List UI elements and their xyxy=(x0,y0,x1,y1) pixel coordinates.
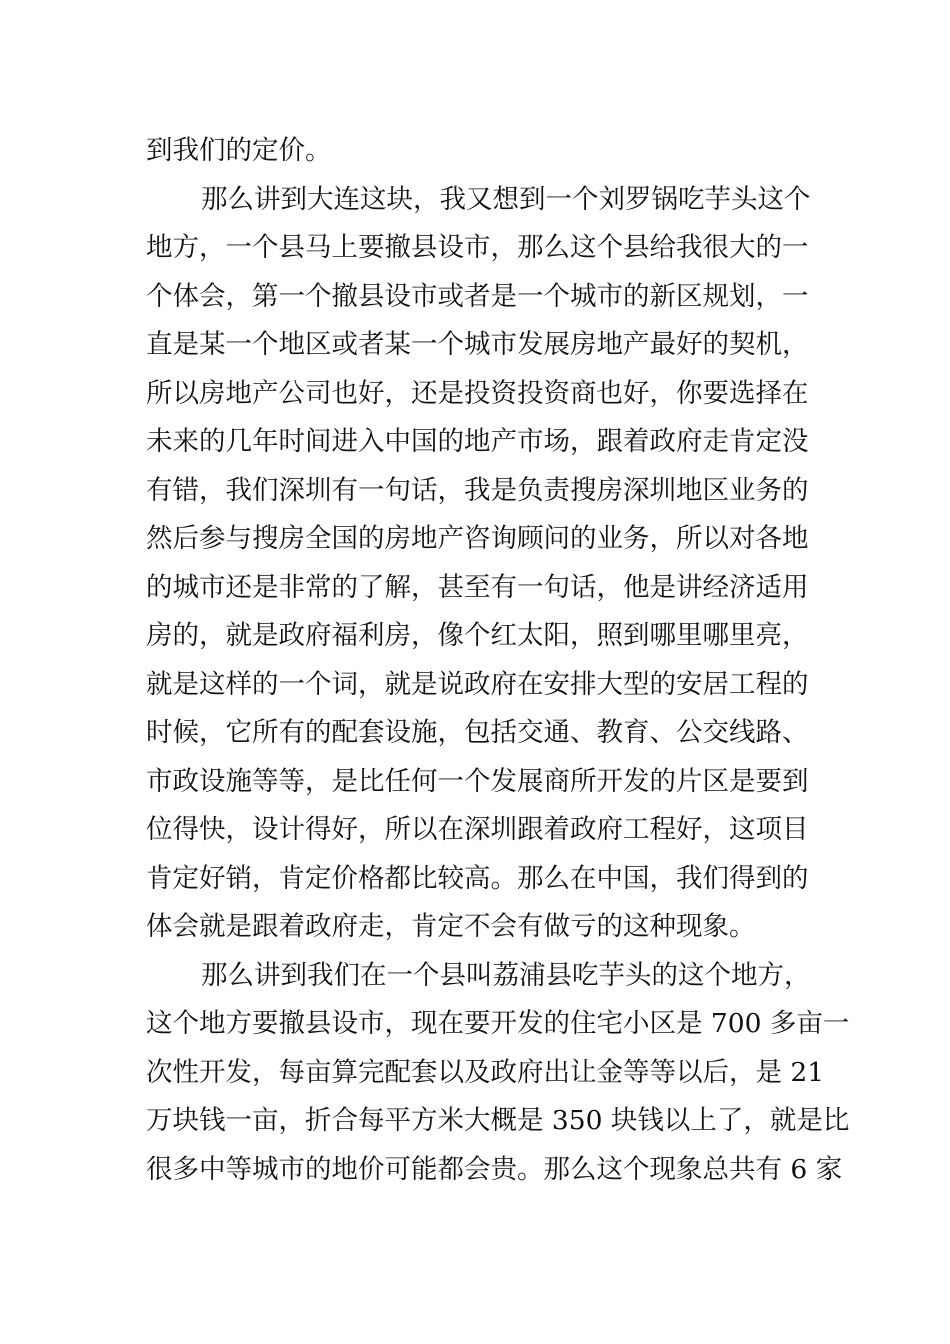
text-line: 就是这样的一个词，就是说政府在安排大型的安居工程的 xyxy=(146,668,809,700)
body-text xyxy=(146,127,850,1194)
text-line: 直是某一个地区或者某一个城市发展房地产最好的契机， xyxy=(146,329,809,360)
text-line: 那么讲到大连这块，我又想到一个刘罗锅吃芋头这个 xyxy=(201,183,811,215)
text-line: 的城市还是非常的了解，甚至有一句话，他是讲经济适用 xyxy=(146,571,809,603)
text-line: 时候，它所有的配套设施，包括交通、教育、公交线路、 xyxy=(146,717,809,748)
text-line: 房的，就是政府福利房，像个红太阳，照到哪里哪里亮， xyxy=(146,620,809,651)
text-line: 个体会，第一个撤县设市或者是一个城市的新区规划，一 xyxy=(146,280,809,312)
text-line: 未来的几年时间进入中国的地产市场，跟着政府走肯定没 xyxy=(146,426,809,457)
text-line: 市政设施等等，是比任何一个发展商所开发的片区是要到 xyxy=(146,765,809,797)
text-line: 到我们的定价。 xyxy=(146,135,332,166)
text-line: 地方，一个县马上要撤县设市，那么这个县给我很大的一 xyxy=(146,232,809,263)
paragraph xyxy=(146,127,808,176)
text-line: 这个地方要撤县设市，现在要开发的住宅小区是 700 多亩一 xyxy=(146,1008,850,1039)
text-line: 体会就是跟着政府走，肯定不会有做亏的这种现象。 xyxy=(146,911,756,942)
text-line: 然后参与搜房全国的房地产咨询顾问的业务，所以对各地 xyxy=(146,523,809,554)
paragraph xyxy=(146,952,850,1195)
text-line: 次性开发，每亩算完配套以及政府出让金等等以后，是 21 xyxy=(146,1056,825,1088)
text-line: 所以房地产公司也好，还是投资投资商也好，你要选择在 xyxy=(146,377,809,409)
paragraph xyxy=(146,176,811,952)
text-line: 那么讲到我们在一个县叫荔浦县吃芋头的这个地方， xyxy=(201,959,811,991)
text-line: 肯定好销，肯定价格都比较高。那么在中国，我们得到的 xyxy=(146,862,809,894)
text-line: 位得快，设计得好，所以在深圳跟着政府工程好，这项目 xyxy=(146,814,809,845)
text-line: 有错，我们深圳有一句话，我是负责搜房深圳地区业务的 xyxy=(146,474,809,506)
text-line: 万块钱一亩，折合每平方米大概是 350 块钱以上了，就是比 xyxy=(146,1105,850,1136)
text-line: 很多中等城市的地价可能都会贵。那么这个现象总共有 6 家 xyxy=(146,1153,843,1185)
